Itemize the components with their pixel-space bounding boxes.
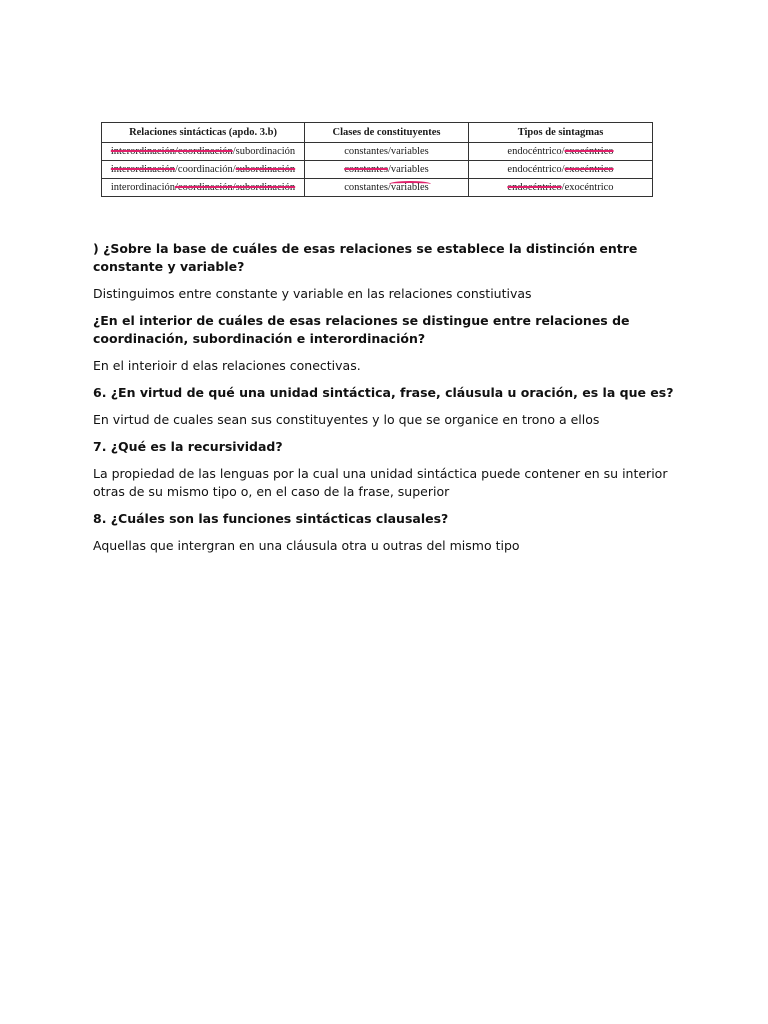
separator: / bbox=[561, 164, 565, 175]
separator: / bbox=[232, 182, 236, 193]
struck-text: exocéntrico bbox=[564, 164, 614, 175]
question-6: 6. ¿En virtud de qué una unidad sintáctica, frase, cláusula u oración, es la que es? bbox=[93, 385, 674, 400]
header-tipos: Tipos de sintagmas bbox=[469, 123, 653, 143]
table-cell-tipos bbox=[469, 161, 653, 179]
relations-table-image bbox=[101, 122, 652, 197]
answer-8: Aquellas que intergran en una cláusula otra u outras del mismo tipo bbox=[93, 538, 520, 553]
table-cell-clases bbox=[305, 179, 469, 197]
table-cell-clases bbox=[305, 161, 469, 179]
qa-content bbox=[93, 240, 683, 564]
table-cell-clases bbox=[305, 143, 469, 161]
separator: / bbox=[387, 182, 391, 193]
struck-text: subordinación bbox=[235, 182, 296, 193]
table-cell-relaciones bbox=[102, 179, 305, 197]
cell-text: coordinación bbox=[177, 164, 233, 175]
struck-text: subordinación bbox=[235, 164, 296, 175]
header-relaciones: Relaciones sintácticas (apdo. 3.b) bbox=[102, 123, 305, 143]
cell-text: constantes bbox=[344, 182, 388, 193]
answer-6: En virtud de cuales sean sus constituyentes y lo que se organice en trono a ellos bbox=[93, 412, 600, 427]
separator: / bbox=[387, 164, 391, 175]
struck-text: coordinación bbox=[177, 146, 233, 157]
struck-text: coordinación bbox=[177, 182, 233, 193]
table-row bbox=[102, 179, 653, 197]
question-8: 8. ¿Cuáles son las funciones sintácticas clausales? bbox=[93, 511, 449, 526]
struck-text: interordinación bbox=[110, 146, 175, 157]
cell-text: variables bbox=[390, 146, 429, 157]
separator: / bbox=[232, 164, 236, 175]
cell-text: variables bbox=[390, 164, 429, 175]
struck-text: endocéntrico bbox=[507, 182, 562, 193]
cell-text: exocéntrico bbox=[564, 182, 614, 193]
table-row bbox=[102, 161, 653, 179]
table-row bbox=[102, 143, 653, 161]
answer-7: La propiedad de las lenguas por la cual una unidad sintáctica puede contener en su interior otras de su mismo tipo o, en el caso de la frase, superior bbox=[93, 466, 668, 499]
question-2: ¿En el interior de cuáles de esas relaciones se distingue entre relaciones de coordinación, subordinación e interordinación? bbox=[93, 313, 630, 346]
answer-2: En el interioir d elas relaciones conectivas. bbox=[93, 358, 361, 373]
struck-text: interordinación bbox=[110, 164, 175, 175]
cell-text: subordinación bbox=[235, 146, 296, 157]
table-header-row bbox=[102, 123, 653, 143]
separator: / bbox=[232, 146, 236, 157]
question-7: 7. ¿Qué es la recursividad? bbox=[93, 439, 283, 454]
separator: / bbox=[175, 146, 178, 157]
table-cell-tipos bbox=[469, 179, 653, 197]
table-cell-tipos bbox=[469, 143, 653, 161]
answer-1: Distinguimos entre constante y variable en las relaciones constiutivas bbox=[93, 286, 532, 301]
struck-text: exocéntrico bbox=[564, 146, 614, 157]
separator: / bbox=[175, 164, 178, 175]
marked-text: variables bbox=[391, 179, 429, 196]
cell-text: interordinación bbox=[110, 182, 175, 193]
separator: / bbox=[561, 182, 565, 193]
separator: / bbox=[387, 146, 391, 157]
cell-text: endocéntrico bbox=[507, 146, 562, 157]
table-cell-relaciones bbox=[102, 143, 305, 161]
table-cell-relaciones bbox=[102, 161, 305, 179]
question-1: ) ¿Sobre la base de cuáles de esas relaciones se establece la distinción entre constante y variable? bbox=[93, 241, 638, 274]
cell-text: endocéntrico bbox=[507, 164, 562, 175]
separator: / bbox=[175, 182, 178, 193]
struck-text: constantes bbox=[344, 164, 388, 175]
header-clases: Clases de constituyentes bbox=[305, 123, 469, 143]
cell-text: constantes bbox=[344, 146, 388, 157]
relations-table bbox=[101, 122, 653, 197]
separator: / bbox=[561, 146, 565, 157]
